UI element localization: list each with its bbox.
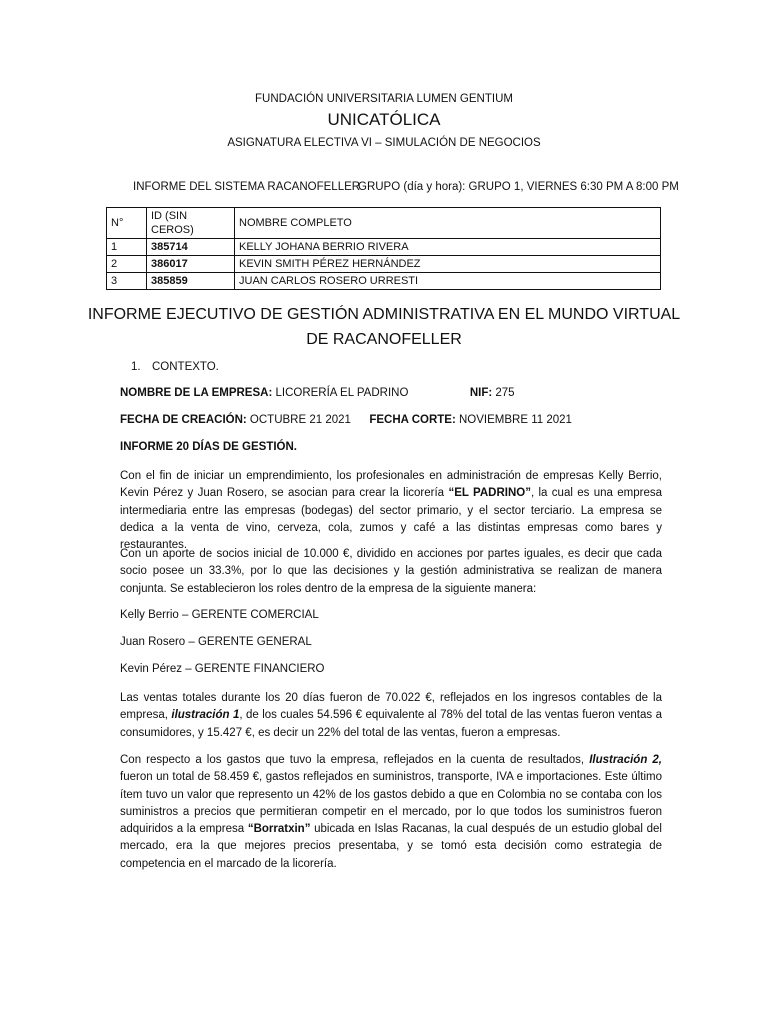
role-line: Juan Rosero – GERENTE GENERAL	[120, 636, 312, 648]
student-table	[106, 207, 661, 290]
role-line: Kelly Berrio – GERENTE COMERCIAL	[120, 609, 319, 621]
table-header-cell: ID (SIN CEROS)	[147, 208, 235, 239]
report-label: INFORME DEL SISTEMA RACANOFELLER	[133, 181, 361, 193]
creation-date-value: OCTUBRE 21 2021	[249, 414, 351, 426]
table-header-cell: N°	[107, 208, 147, 239]
dates-line	[120, 414, 572, 426]
report-title	[0, 302, 768, 352]
paragraph-text: ubicada en Islas Racanas, la cual después de un estudio global del mercado, era la que mejores precios presentaba, y se tomó esta decisión como estrategia de competencia en el marcado de la licorería.	[120, 823, 662, 870]
section-number: 1.	[131, 361, 141, 373]
nif-value: 275	[495, 387, 515, 399]
paragraph-text: Con respecto a los gastos que tuvo la empresa, reflejados en la cuenta de resultados,	[120, 754, 590, 766]
creation-date-label: FECHA DE CREACIÓN:	[120, 414, 247, 426]
paragraph-sales	[120, 690, 662, 742]
section-label: CONTEXTO.	[152, 361, 219, 373]
table-row	[107, 256, 661, 273]
paragraph-expenses	[120, 752, 662, 873]
student-name: JUAN CARLOS ROSERO URRESTI	[235, 273, 661, 290]
student-id: 385714	[147, 239, 235, 256]
row-number: 3	[107, 273, 147, 290]
table-header-row	[107, 208, 661, 239]
paragraph-text: Con el fin de iniciar un emprendimiento, los profesionales en administración de empresas Kelly Berrio, Kevin Pérez y Juan Rosero, se asocian para crear la licorería	[120, 470, 662, 500]
paragraph-intro	[120, 468, 662, 554]
company-name-value: LICORERÍA EL PADRINO	[275, 387, 409, 399]
company-name-label: NOMBRE DE LA EMPRESA:	[120, 387, 273, 399]
cut-date-label: FECHA CORTE:	[369, 414, 456, 426]
report-info-row	[133, 181, 679, 193]
paragraph-text: , la cual es una empresa intermediaria entre las empresas (bodegas) del sector primario, y el sector terciario. La empresa se dedica a la venta de vino, cerveza, cola, zumos y café a las distintas empresas como bares y restaurantes.	[120, 487, 663, 552]
management-heading-text: INFORME 20 DÍAS DE GESTIÓN.	[120, 441, 297, 453]
table-row	[107, 273, 661, 290]
table-header-cell: NOMBRE COMPLETO	[235, 208, 661, 239]
company-highlight: “EL PADRINO”	[448, 487, 531, 500]
student-id: 385859	[147, 273, 235, 290]
group-info: GRUPO (día y hora): GRUPO 1, VIERNES 6:30 PM A 8:00 PM	[358, 181, 679, 193]
paragraph-text: Las ventas totales durante los 20 días fueron de 70.022 €, reflejados en los ingresos contables de la empresa,	[120, 692, 662, 722]
subject-line: ASIGNATURA ELECTIVA VI – SIMULACIÓN DE NEGOCIOS	[227, 137, 541, 149]
illustration-reference: ilustración 1	[171, 709, 240, 722]
management-heading	[120, 441, 297, 453]
student-id: 386017	[147, 256, 235, 273]
cut-date-value: NOVIEMBRE 11 2021	[459, 414, 572, 426]
nif-label: NIF:	[469, 387, 493, 399]
student-name: KELLY JOHANA BERRIO RIVERA	[235, 239, 661, 256]
company-name-line	[120, 387, 515, 399]
table-row	[107, 239, 661, 256]
paragraph-capital	[120, 546, 662, 598]
paragraph-text: fueron un total de 58.459 €, gastos reflejados en suministros, transporte, IVA e importaciones. Este último ítem tuvo un valor que represento un 42% de los gastos debido a que en Colombia no se contaba con los suministros a precios que permitieran competir en el mercado, por lo que todos los suministros fueron adquiridos a la empresa	[120, 771, 662, 836]
row-number: 2	[107, 256, 147, 273]
brand-title: UNICATÓLICA	[327, 110, 441, 129]
report-title-line-2: DE RACANOFELLER	[306, 331, 462, 348]
institution-name: FUNDACIÓN UNIVERSITARIA LUMEN GENTIUM	[255, 93, 513, 105]
section-heading	[131, 361, 219, 373]
paragraph-text: , de los cuales 54.596 € equivalente al 78% del total de las ventas fueron ventas a consumidores, y 15.427 €, es decir un 22% del total de las ventas, fueron a empresas.	[120, 709, 662, 739]
illustration-reference: Ilustración 2,	[589, 754, 662, 766]
supplier-name: “Borratxin”	[247, 823, 311, 836]
row-number: 1	[107, 239, 147, 256]
paragraph-text: Con un aporte de socios inicial de 10.000 €, dividido en acciones por partes iguales, es decir que cada socio posee un 33.3%, por lo que las decisiones y la gestión administrativa se realizan de manera conjunta. Se establecieron los roles dentro de la empresa de la siguiente manera:	[120, 548, 662, 595]
report-title-line-1: INFORME EJECUTIVO DE GESTIÓN ADMINISTRATIVA EN EL MUNDO VIRTUAL	[87, 306, 681, 323]
student-name: KEVIN SMITH PÉREZ HERNÁNDEZ	[235, 256, 661, 273]
role-line: Kevin Pérez – GERENTE FINANCIERO	[120, 663, 325, 675]
